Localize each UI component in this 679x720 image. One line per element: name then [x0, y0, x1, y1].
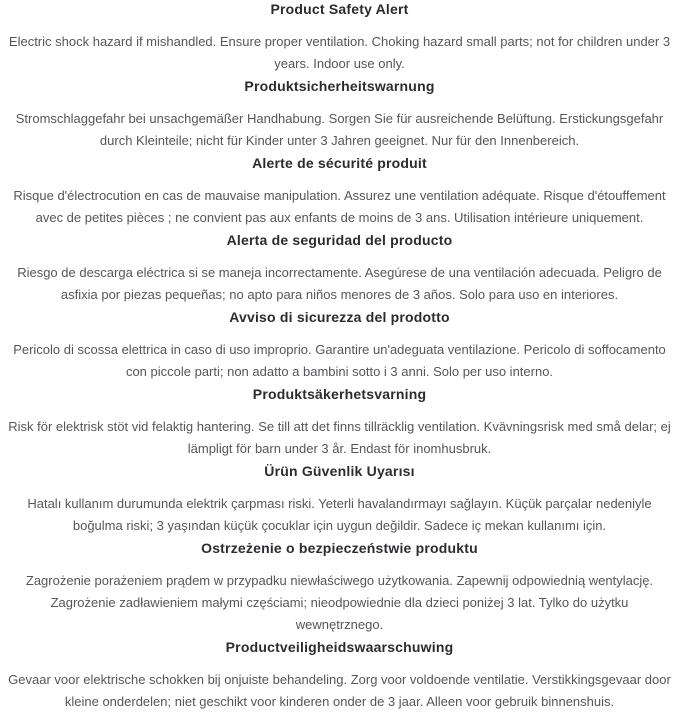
safety-section-es: [7, 232, 672, 306]
section-heading: Product Safety Alert: [270, 1, 409, 17]
section-body: Gevaar voor elektrische schokken bij onjuiste behandeling. Zorg voor voldoende ventilatie. Verstikkingsgevaar door kleine onderdelen; niet geschikt voor kinderen onder de 3 jaar. Alleen voor gebruik binnenshuis.: [8, 672, 671, 709]
section-body: Risque d'électrocution en cas de mauvaise manipulation. Assurez une ventilation adéquate. Risque d'étouffement avec de petites pièces ; ne convient pas aux enfants de moins de 3 ans. Utilisation intérieure uniquement.: [13, 188, 666, 225]
safety-section-nl: [7, 639, 672, 713]
safety-section-de: [7, 78, 672, 152]
safety-section-fr: [7, 155, 672, 229]
section-heading: Produktsicherheitswarnung: [244, 78, 435, 94]
section-body: Riesgo de descarga eléctrica si se maneja incorrectamente. Asegúrese de una ventilación adecuada. Peligro de asfixia por piezas pequeñas; no apto para niños menores de 3 años. Solo para uso en interiores.: [17, 265, 662, 302]
section-body: Risk för elektrisk stöt vid felaktig hantering. Se till att det finns tillräcklig ventilation. Kvävningsrisk med små delar; ej lämpligt för barn under 3 år. Endast för inomhusbruk.: [8, 419, 671, 456]
section-heading: Alerta de seguridad del producto: [226, 232, 453, 248]
safety-section-sv: [7, 386, 672, 460]
section-heading: Avviso di sicurezza del prodotto: [229, 309, 450, 325]
section-heading: Alerte de sécurité produit: [252, 155, 427, 171]
section-body: Zagrożenie porażeniem prądem w przypadku niewłaściwego użytkowania. Zapewnij odpowiednią wentylację. Zagrożenie zadławieniem małymi częściami; nieodpowiednie dla dzieci poniżej 3 lat. Tylko do użytku wewnętrznego.: [25, 573, 654, 632]
safety-section-tr: [7, 463, 672, 537]
section-body: Pericolo di scossa elettrica in caso di uso improprio. Garantire un'adeguata ventilazione. Pericolo di soffocamento con piccole parti; non adatto a bambini sotto i 3 anni. Solo per uso interno.: [13, 342, 666, 379]
section-body: Electric shock hazard if mishandled. Ensure proper ventilation. Choking hazard small parts; not for children under 3 years. Indoor use only.: [8, 34, 671, 71]
safety-section-en: [7, 1, 672, 75]
safety-section-it: [7, 309, 672, 383]
section-heading: Ürün Güvenlik Uyarısı: [264, 463, 415, 479]
section-heading: Produktsäkerhetsvarning: [252, 386, 427, 402]
section-heading: Productveiligheidswaarschuwing: [225, 639, 454, 655]
section-heading: Ostrzeżenie o bezpieczeństwie produktu: [201, 540, 478, 556]
safety-section-pl: [7, 540, 672, 636]
section-body: Stromschlaggefahr bei unsachgemäßer Handhabung. Sorgen Sie für ausreichende Belüftung. Erstickungsgefahr durch Kleinteile; nicht für Kinder unter 3 Jahren geeignet. Nur für den Innenbereich.: [15, 111, 664, 148]
section-body: Hatalı kullanım durumunda elektrik çarpması riski. Yeterli havalandırmayı sağlayın. Küçük parçalar nedeniyle boğulma riski; 3 yaşından küçük çocuklar için uygun değildir. Sadece iç mekan kullanımı için.: [27, 496, 652, 533]
